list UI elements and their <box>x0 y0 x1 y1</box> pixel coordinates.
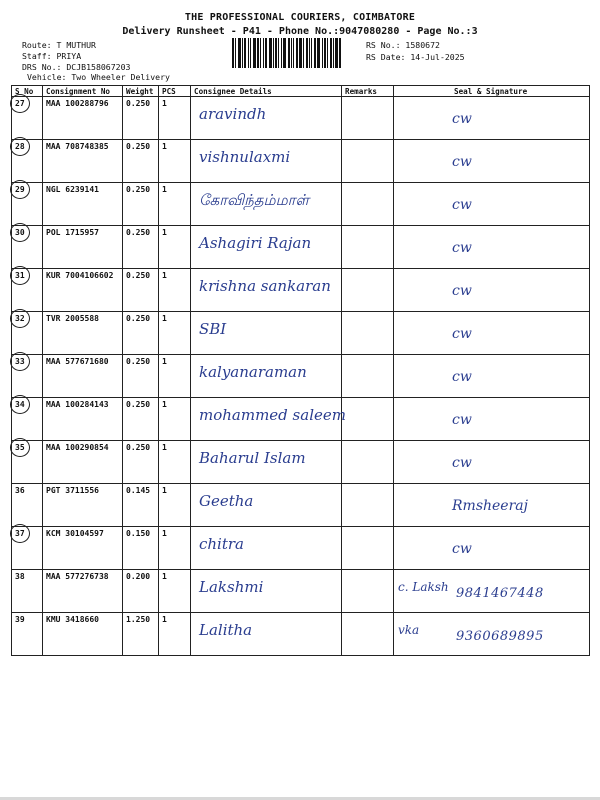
col-header-consignment: Consignment No <box>43 86 123 97</box>
signature-mark: cw <box>452 197 472 213</box>
cell-pcs: 1 <box>159 226 191 269</box>
consignee-handwriting: Geetha <box>199 492 254 510</box>
cell-consignment: POL 1715957 <box>43 226 123 269</box>
cell-remarks <box>342 269 394 312</box>
cell-sno <box>12 183 43 226</box>
consignee-handwriting: vishnulaxmi <box>199 148 291 166</box>
cell-remarks <box>342 355 394 398</box>
cell-remarks <box>342 183 394 226</box>
table-row <box>12 613 590 656</box>
cell-pcs: 1 <box>159 398 191 441</box>
cell-remarks <box>342 140 394 183</box>
cell-consignment: MAA 577276738 <box>43 570 123 613</box>
cell-sno <box>12 570 43 613</box>
cell-pcs: 1 <box>159 312 191 355</box>
cell-sno <box>12 226 43 269</box>
sno-value: 30 <box>15 228 25 237</box>
col-header-sno: S No <box>12 86 43 97</box>
signature-mark: cw <box>452 111 472 127</box>
drs-number: DRS No.: DCJB158067203 <box>22 62 131 72</box>
cell-signature <box>394 140 590 183</box>
route-label: Route: T MUTHUR <box>22 40 96 50</box>
sno-value: 39 <box>15 615 25 624</box>
circle-mark <box>10 180 30 199</box>
cell-consignment: MAA 708748385 <box>43 140 123 183</box>
cell-signature <box>394 613 590 656</box>
sno-value: 29 <box>15 185 25 194</box>
cell-remarks <box>342 398 394 441</box>
signature-mark: cw <box>452 326 472 342</box>
cell-signature <box>394 355 590 398</box>
cell-signature <box>394 527 590 570</box>
sno-value: 36 <box>15 486 25 495</box>
cell-weight: 0.250 <box>123 398 159 441</box>
circle-mark <box>10 438 30 457</box>
cell-consignee <box>191 527 342 570</box>
sno-value: 38 <box>15 572 25 581</box>
cell-consignment: MAA 577671680 <box>43 355 123 398</box>
cell-consignee <box>191 570 342 613</box>
table-row <box>12 97 590 140</box>
circle-mark <box>10 137 30 156</box>
signature-mark: cw <box>452 412 472 428</box>
signature-phone: 9360689895 <box>456 629 544 644</box>
cell-pcs: 1 <box>159 97 191 140</box>
consignee-handwriting: Ashagiri Rajan <box>199 234 312 252</box>
signature-mark: cw <box>452 369 472 385</box>
consignee-handwriting: krishna sankaran <box>199 277 331 295</box>
cell-sno <box>12 527 43 570</box>
signature-mark: cw <box>452 283 472 299</box>
table-header-row <box>12 86 590 97</box>
circle-mark <box>10 94 30 113</box>
table-row <box>12 570 590 613</box>
table-row <box>12 398 590 441</box>
rs-number: RS No.: 1580672 <box>366 40 440 50</box>
cell-consignment: TVR 2005588 <box>43 312 123 355</box>
cell-consignment: MAA 100284143 <box>43 398 123 441</box>
col-header-signature: Seal & Signature <box>394 86 590 97</box>
circle-mark <box>10 524 30 543</box>
cell-signature <box>394 441 590 484</box>
cell-signature <box>394 97 590 140</box>
cell-consignment: KCM 30104597 <box>43 527 123 570</box>
cell-pcs: 1 <box>159 140 191 183</box>
signature-prefix: vka <box>398 623 420 637</box>
circle-mark <box>10 266 30 285</box>
table-row <box>12 183 590 226</box>
signature-mark: cw <box>452 154 472 170</box>
cell-pcs: 1 <box>159 527 191 570</box>
cell-remarks <box>342 527 394 570</box>
cell-consignment: NGL 6239141 <box>43 183 123 226</box>
cell-remarks <box>342 570 394 613</box>
circle-mark <box>10 223 30 242</box>
cell-pcs: 1 <box>159 183 191 226</box>
cell-weight: 0.250 <box>123 441 159 484</box>
cell-consignment: PGT 3711556 <box>43 484 123 527</box>
barcode <box>232 38 358 68</box>
sno-value: 31 <box>15 271 25 280</box>
signature-prefix: c. Laksh <box>398 580 449 594</box>
cell-sno <box>12 97 43 140</box>
circle-mark <box>10 395 30 414</box>
cell-consignment: KMU 3418660 <box>43 613 123 656</box>
cell-weight: 0.250 <box>123 183 159 226</box>
sno-value: 35 <box>15 443 25 452</box>
cell-weight: 0.250 <box>123 97 159 140</box>
sno-value: 33 <box>15 357 25 366</box>
cell-consignee <box>191 226 342 269</box>
table-row <box>12 441 590 484</box>
sno-value: 37 <box>15 529 25 538</box>
signature-mark: Rmsheeraj <box>452 498 528 514</box>
table-row <box>12 355 590 398</box>
cell-consignee <box>191 613 342 656</box>
signature-mark: cw <box>452 541 472 557</box>
table-row <box>12 226 590 269</box>
cell-remarks <box>342 441 394 484</box>
cell-sno <box>12 613 43 656</box>
consignee-handwriting: kalyanaraman <box>199 363 307 381</box>
cell-weight: 0.250 <box>123 269 159 312</box>
runsheet-table <box>11 85 590 656</box>
staff-label: Staff: PRIYA <box>22 51 82 61</box>
cell-consignee <box>191 312 342 355</box>
signature-phone: 9841467448 <box>456 586 544 601</box>
cell-remarks <box>342 484 394 527</box>
cell-remarks <box>342 613 394 656</box>
col-header-consignee: Consignee Details <box>191 86 342 97</box>
consignee-handwriting: Baharul Islam <box>199 449 306 467</box>
cell-remarks <box>342 226 394 269</box>
vehicle-label: Vehicle: Two Wheeler Delivery <box>27 72 170 82</box>
cell-weight: 0.250 <box>123 140 159 183</box>
consignee-handwriting: Lakshmi <box>199 578 264 596</box>
sno-value: 34 <box>15 400 25 409</box>
cell-signature <box>394 183 590 226</box>
cell-signature <box>394 570 590 613</box>
signature-mark: cw <box>452 240 472 256</box>
cell-sno <box>12 312 43 355</box>
cell-consignee <box>191 355 342 398</box>
cell-weight: 1.250 <box>123 613 159 656</box>
table-row <box>12 484 590 527</box>
cell-weight: 0.250 <box>123 312 159 355</box>
sno-value: 32 <box>15 314 25 323</box>
cell-consignment: MAA 100288796 <box>43 97 123 140</box>
cell-pcs: 1 <box>159 269 191 312</box>
circle-mark <box>10 309 30 328</box>
cell-signature <box>394 226 590 269</box>
cell-pcs: 1 <box>159 441 191 484</box>
cell-consignment: KUR 7004106602 <box>43 269 123 312</box>
circle-mark <box>10 352 30 371</box>
cell-sno <box>12 355 43 398</box>
cell-weight: 0.250 <box>123 226 159 269</box>
cell-weight: 0.145 <box>123 484 159 527</box>
cell-consignee <box>191 183 342 226</box>
table-row <box>12 269 590 312</box>
sno-value: 27 <box>15 99 25 108</box>
col-header-pcs: PCS <box>159 86 191 97</box>
cell-pcs: 1 <box>159 484 191 527</box>
sno-value: 28 <box>15 142 25 151</box>
cell-sno <box>12 398 43 441</box>
cell-signature <box>394 269 590 312</box>
col-header-remarks: Remarks <box>342 86 394 97</box>
signature-mark: cw <box>452 455 472 471</box>
cell-weight: 0.250 <box>123 355 159 398</box>
cell-remarks <box>342 97 394 140</box>
cell-sno <box>12 441 43 484</box>
consignee-handwriting: mohammed saleem <box>199 406 346 424</box>
cell-sno <box>12 269 43 312</box>
cell-consignee <box>191 398 346 441</box>
cell-sno <box>12 140 43 183</box>
consignee-handwriting: chitra <box>199 535 244 553</box>
cell-weight: 0.150 <box>123 527 159 570</box>
consignee-handwriting: Lalitha <box>199 621 253 639</box>
cell-signature <box>394 398 590 441</box>
runsheet-subtitle: Delivery Runsheet - P41 - Phone No.:9047080280 - Page No.:3 <box>122 26 478 37</box>
cell-consignee <box>191 269 342 312</box>
cell-signature <box>394 484 590 527</box>
cell-signature <box>394 312 590 355</box>
cell-pcs: 1 <box>159 570 191 613</box>
cell-pcs: 1 <box>159 355 191 398</box>
rs-date: RS Date: 14-Jul-2025 <box>366 52 465 62</box>
cell-weight: 0.200 <box>123 570 159 613</box>
cell-consignment: MAA 100290854 <box>43 441 123 484</box>
cell-consignee <box>191 484 342 527</box>
consignee-handwriting: கோவிந்தம்மாள் <box>199 191 310 209</box>
cell-consignee <box>191 441 342 484</box>
cell-sno <box>12 484 43 527</box>
cell-consignee <box>191 97 342 140</box>
consignee-handwriting: SBI <box>199 320 227 338</box>
table-row <box>12 312 590 355</box>
col-header-weight: Weight <box>123 86 159 97</box>
consignee-handwriting: aravindh <box>199 105 267 123</box>
cell-pcs: 1 <box>159 613 191 656</box>
table-row <box>12 527 590 570</box>
runsheet-title: THE PROFESSIONAL COURIERS, COIMBATORE <box>184 12 416 23</box>
cell-consignee <box>191 140 342 183</box>
table-row <box>12 140 590 183</box>
cell-remarks <box>342 312 394 355</box>
